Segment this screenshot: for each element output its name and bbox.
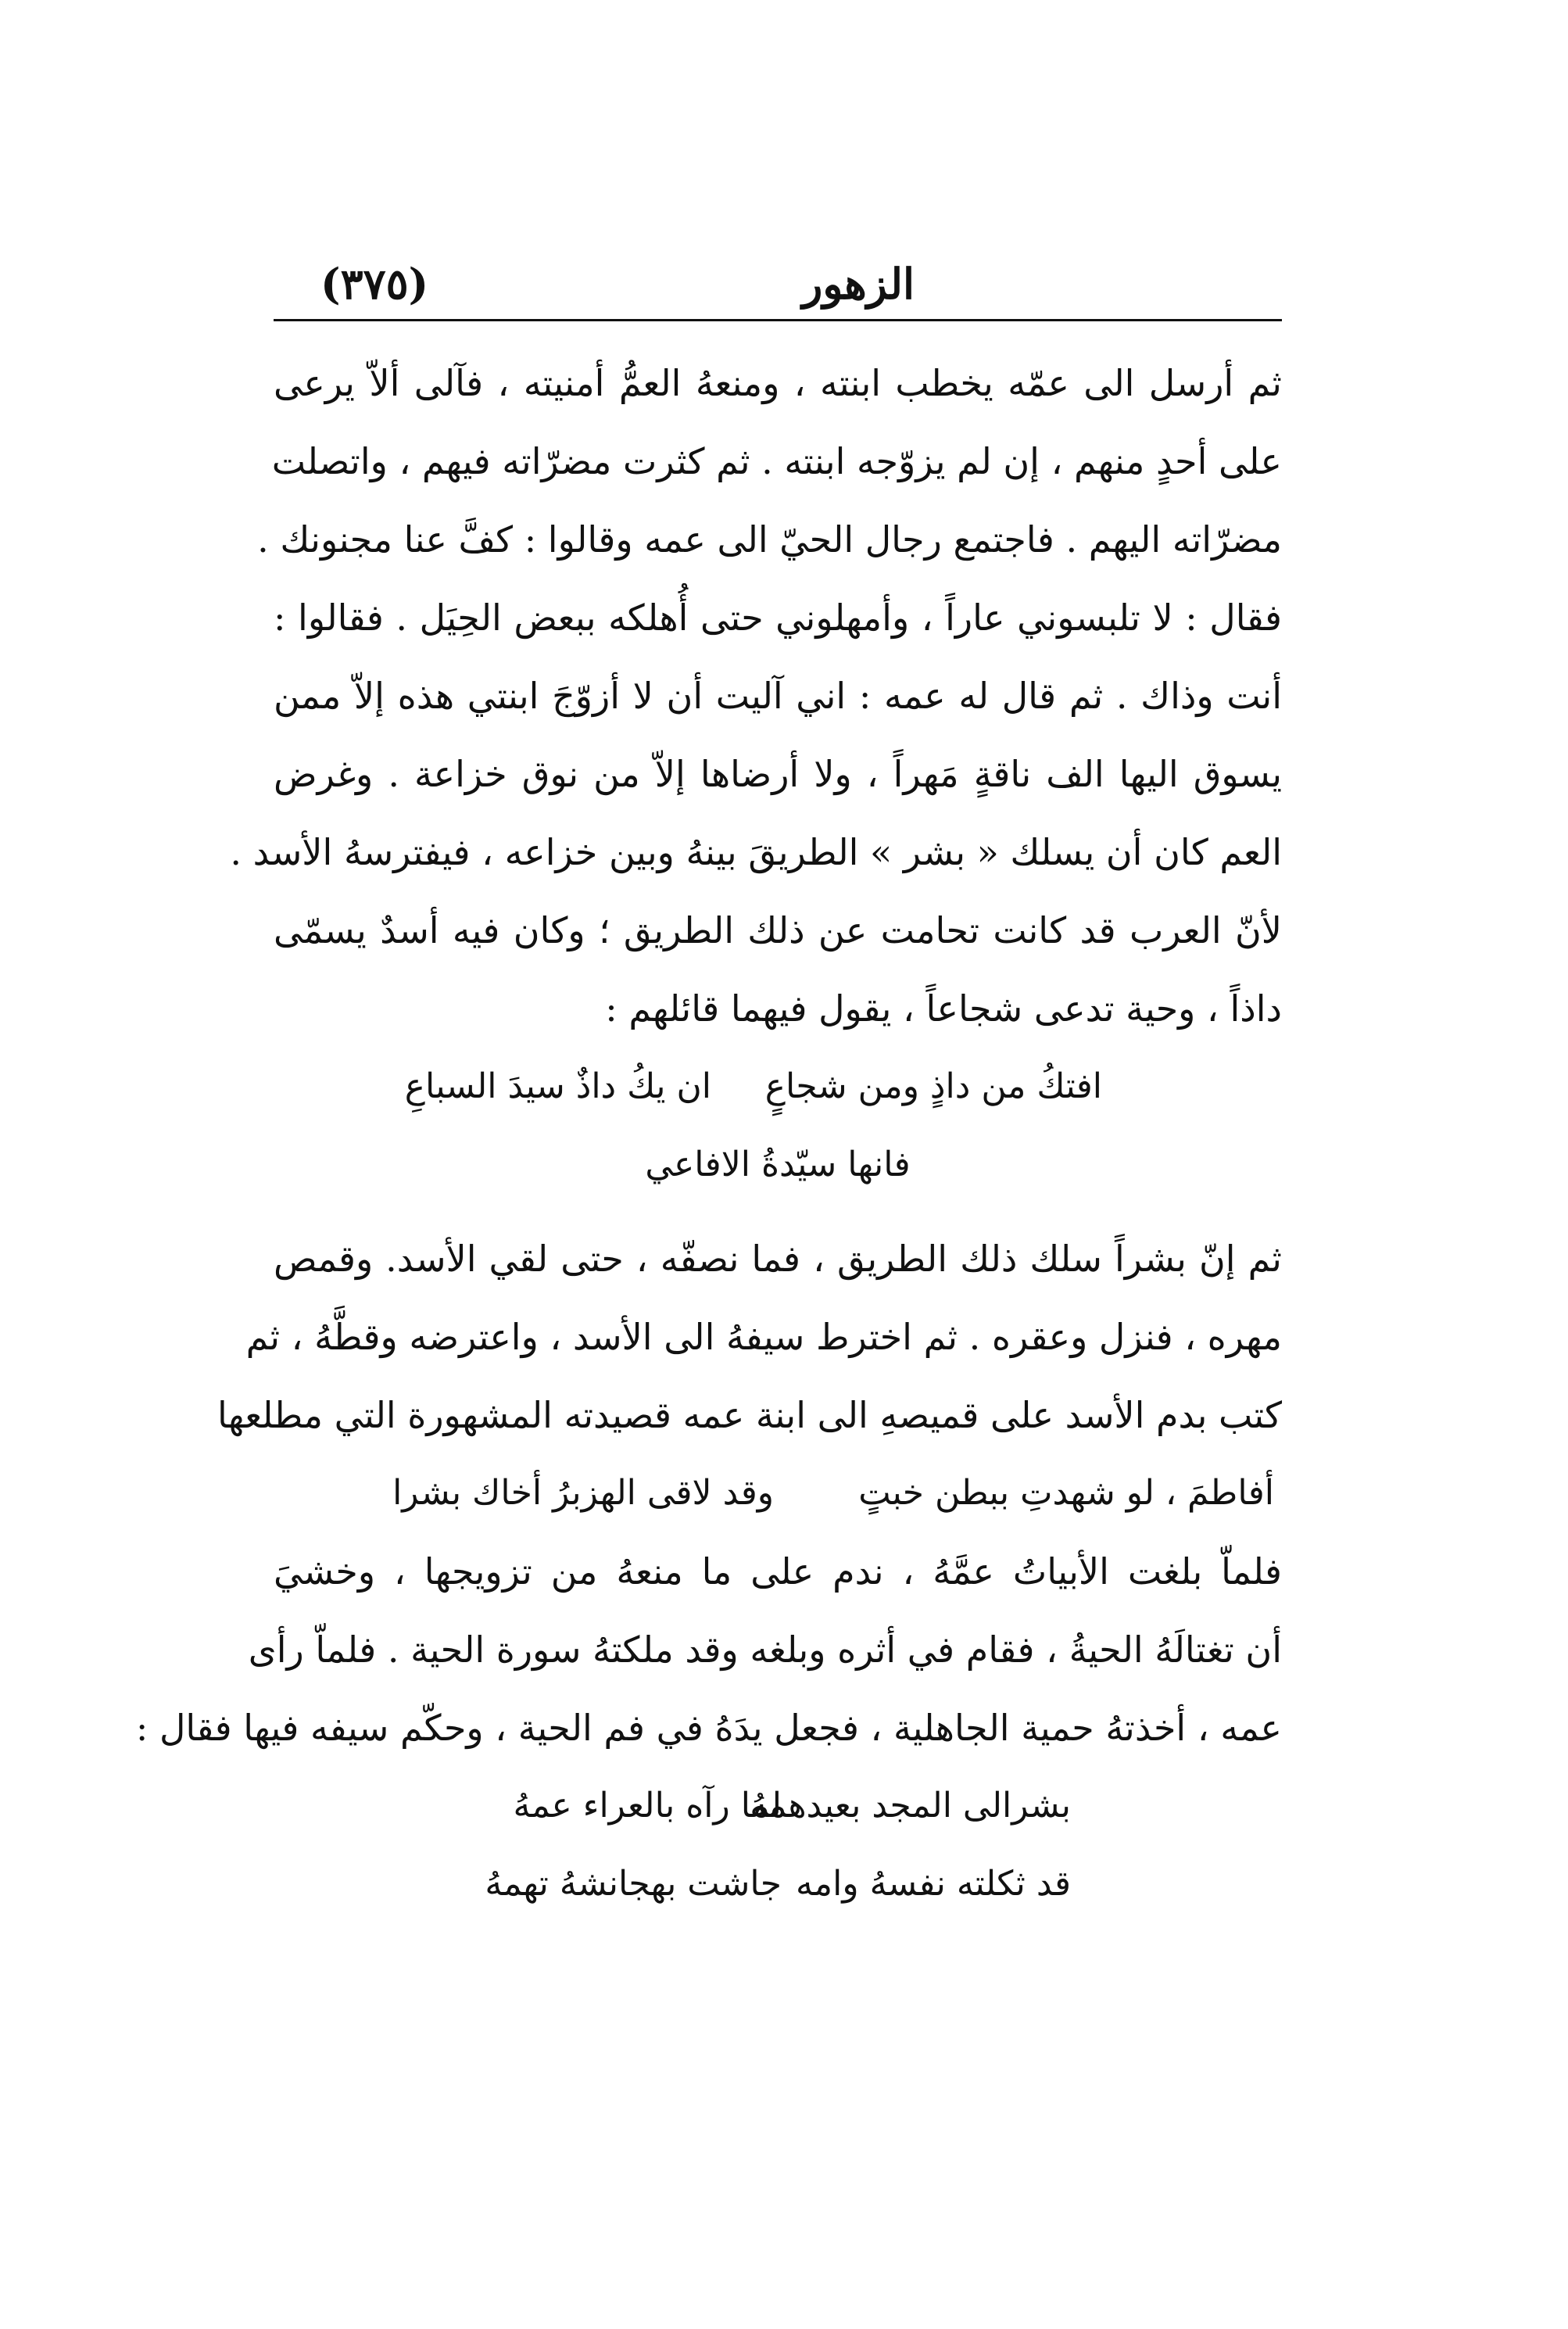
page-number: (٣٧٥) [320,259,429,309]
text-line: أن تغتالَهُ الحيةُ ، فقام في أثره وبلغه وقد ملكتهُ سورة الحية . فلماّ رأى [248,1629,1282,1671]
text-line: ثم أرسل الى عمّه يخطب ابنته ، ومنعهُ العمُّ أمنيته ، فآلى ألاّ يرعى [274,362,1282,404]
text-line: عمه ، أخذتهُ حمية الجاهلية ، فجعل يدَهُ في فم الحية ، وحكّم سيفه فيها فقال : [135,1707,1282,1749]
paragraph-1 [230,344,1282,1048]
verse-line [274,1454,1282,1532]
verse-hemistich: افتكُ من داذٍ ومن شجاعٍ [764,1066,1102,1106]
text-line: ثم إنّ بشراً سلك ذلك الطريق ، فما نصفّه ، حتى لقي الأسد. وقمص [274,1238,1282,1280]
text-line: العم كان أن يسلك « بشر » الطريقَ بينهُ وبين خزاعه ، فيفترسهُ الأسد . [230,831,1282,873]
running-head [274,249,1282,319]
verse-hemistich: لما رآه بالعراء عمهُ [513,1786,782,1826]
text-line: كتب بدم الأسد على قميصهِ الى ابنة عمه قصيدته المشهورة التي مطلعها [217,1394,1282,1436]
text-line: أنت وذاك . ثم قال له عمه : اني آليت أن لا أزوّجَ ابنتي هذه إلاّ ممن [274,675,1282,717]
body-text [135,344,1282,1923]
text-line: لأنّ العرب قد كانت تحامت عن ذلك الطريق ؛ وكان فيه أسدٌ يسمّى [274,909,1282,951]
verse-hemistich: أفاطمَ ، لو شهدتِ ببطن خبتٍ [858,1473,1274,1513]
text-line: مضرّاته اليهم . فاجتمع رجال الحيّ الى عمه وقالوا : كفَّ عنا مجنونك . [257,518,1282,561]
spacer [274,1204,1282,1220]
verse-line [274,1767,1282,1845]
verse-hemistich: وقد لاقى الهزبرُ أخاك بشرا [392,1473,774,1513]
text-line: على أحدٍ منهم ، إن لم يزوّجه ابنته . ثم كثرت مضرّاته فيهم ، واتصلت [271,440,1282,482]
verse-hemistich: بشرالى المجد بعيدهمهُ [750,1786,1071,1826]
verse-hemistich: قد ثكلته نفسهُ وامه [795,1864,1071,1904]
text-line: فقال : لا تلبسوني عاراً ، وأمهلوني حتى أُهلكه ببعض الحِيَل . فقالوا : [274,597,1282,639]
verse-hemistich: جاشت بهجانشهُ تهمهُ [485,1864,782,1904]
text-line: داذاً ، وحية تدعى شجاعاً ، يقول فيهما قائلهم : [605,987,1282,1030]
paragraph-2 [217,1220,1282,1454]
text-line: يسوق اليها الف ناقةٍ مَهراً ، ولا أرضاها إلاّ من نوق خزاعة . وغرض [274,753,1282,795]
verse-line: فانها سيّدةُ الافاعي [645,1145,911,1184]
verse-hemistich: ان يكُ داذٌ سيدَ السباعِ [404,1066,711,1106]
text-line: فلماّ بلغت الأبياتُ عمَّهُ ، ندم على ما منعهُ من تزويجها ، وخشيَ [274,1550,1282,1593]
verse-line [274,1845,1282,1923]
text-line: مهره ، فنزل وعقره . ثم اخترط سيفهُ الى الأسد ، واعترضه وقطَّهُ ، ثم [245,1316,1282,1358]
header-rule [274,319,1282,321]
paragraph-3 [135,1532,1282,1767]
running-title: الزهور [802,259,915,309]
verse-line [274,1048,1282,1126]
